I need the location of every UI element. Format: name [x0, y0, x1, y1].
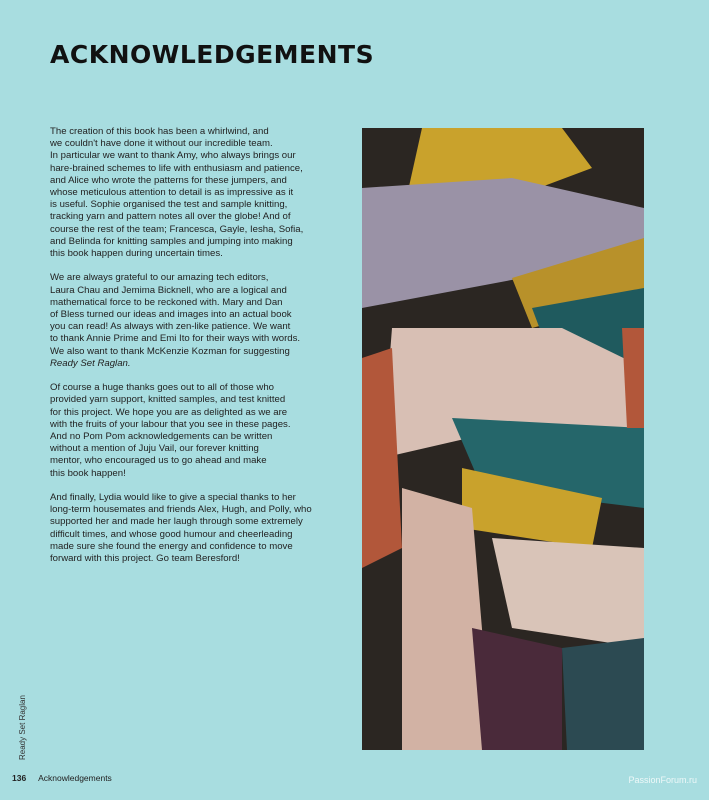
text-line: We also want to thank McKenzie Kozman for suggesting — [50, 345, 290, 357]
book-title-italic: Ready Set Raglan. — [50, 357, 131, 369]
paragraph-3 — [50, 382, 342, 480]
page-footer — [12, 773, 112, 783]
acknowledgements-body — [50, 126, 342, 577]
text-line: this book happen during uncertain times. — [50, 248, 223, 260]
knitwear-illustration — [362, 128, 644, 750]
page-title: ACKNOWLEDGEMENTS — [50, 40, 375, 69]
paragraph-2 — [50, 272, 342, 370]
text-line: supported her and made her laugh through some extremely — [50, 516, 303, 528]
text-line: made sure she found the energy and confidence to move — [50, 540, 293, 552]
text-line: forward with this project. Go team Beresford! — [50, 553, 240, 565]
text-line: without a mention of Juju Vail, our forever knitting — [50, 443, 259, 455]
text-line: Laura Chau and Jemima Bicknell, who are a logical and — [50, 284, 287, 296]
text-line: you can read! As always with zen-like patience. We want — [50, 321, 291, 333]
text-line: and Belinda for knitting samples and jumping into making — [50, 235, 293, 247]
text-line: And finally, Lydia would like to give a special thanks to her — [50, 492, 296, 504]
paragraph-4 — [50, 492, 342, 565]
text-line: hare-brained schemes to life with enthusiasm and patience, — [50, 162, 303, 174]
page-number: 136 — [12, 773, 27, 783]
text-line: The creation of this book has been a whirlwind, and — [50, 126, 269, 137]
text-line: to thank Annie Prime and Emi Ito for their ways with words. — [50, 333, 301, 345]
text-line: We are always grateful to our amazing tech editors, — [50, 272, 269, 284]
text-line: is useful. Sophie organised the test and sample knitting, — [50, 199, 288, 211]
text-line: Of course a huge thanks goes out to all of those who — [50, 382, 274, 394]
footer-section: Acknowledgements — [38, 773, 112, 783]
text-line: And no Pom Pom acknowledgements can be written — [50, 431, 273, 443]
side-running-title: Ready Set Raglan — [18, 695, 27, 760]
text-line: provided yarn support, knitted samples, and test knitted — [50, 394, 286, 406]
text-line: difficult times, and whose good humour and cheerleading — [50, 528, 293, 540]
text-line: for this project. We hope you are as delighted as we are — [50, 406, 288, 418]
watermark: PassionForum.ru — [628, 775, 697, 785]
text-line: mentor, who encouraged us to go ahead and make — [50, 455, 267, 467]
knitwear-stack-photo — [362, 128, 644, 750]
text-line: mathematical force to be reckoned with. Mary and Dan — [50, 296, 283, 308]
paragraph-1 — [50, 126, 342, 260]
text-line: whose meticulous attention to detail is as impressive as it — [50, 187, 294, 199]
text-line: of Bless turned our ideas and images into an actual book — [50, 309, 292, 321]
text-line: long-term housemates and friends Alex, Hugh, and Polly, who — [50, 504, 312, 516]
text-line: we couldn't have done it without our incredible team. — [50, 138, 273, 150]
text-line: and Alice who wrote the patterns for these jumpers, and — [50, 174, 287, 186]
text-line: tracking yarn and pattern notes all over the globe! And of — [50, 211, 291, 223]
text-line: with the fruits of your labour that you see in these pages. — [50, 418, 291, 430]
text-line: course the rest of the team; Francesca, Gayle, Iesha, Sofia, — [50, 223, 304, 235]
text-line: this book happen! — [50, 467, 126, 479]
text-line: In particular we want to thank Amy, who always brings our — [50, 150, 296, 162]
